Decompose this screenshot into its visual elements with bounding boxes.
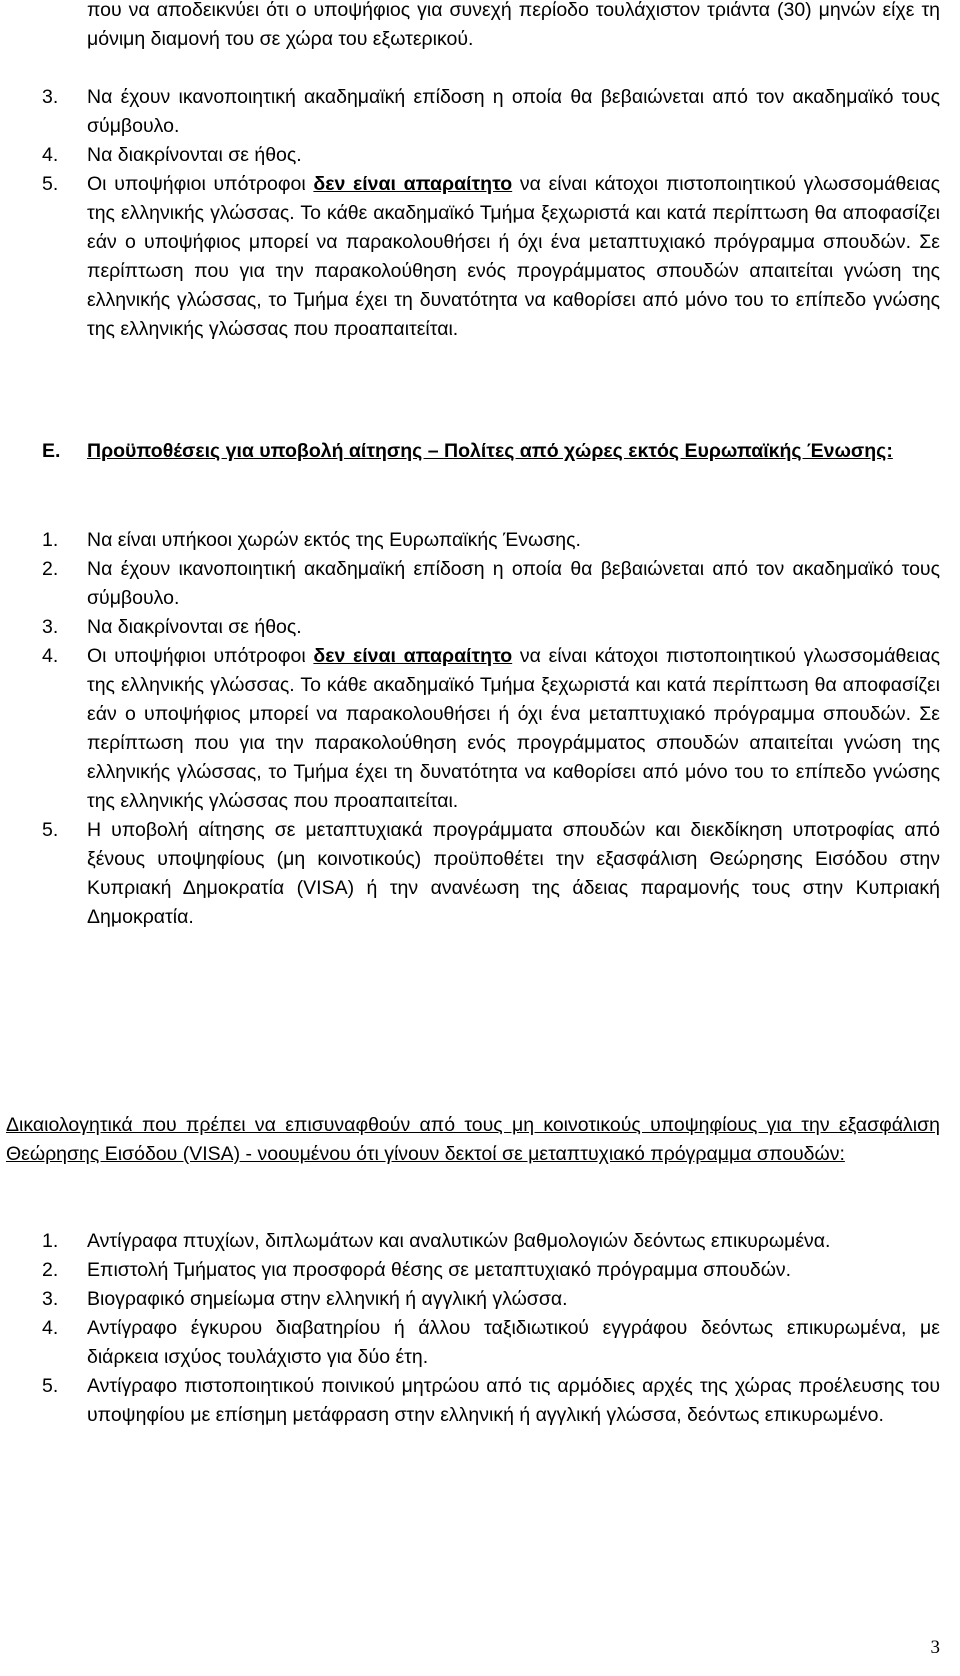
item-text-post: να είναι κάτοχοι πιστοποιητικού γλωσσομάθειας της ελληνικής γλώσσας. Το κάθε ακαδημαϊκό Τμήμα ξεχωριστά και κατά περίπτωση θα αποφασίζει εάν ο υποψήφιος μπορεί να παρακολουθήσει ή όχι ένα μεταπτυχιακό πρόγραμμα σπουδών. Σε περίπτωση που για την παρακολούθηση ενός προγράμματος σπουδών απαιτείται γνώση της ελληνικής γλώσσας, το Τμήμα έχει τη δυνατότητα να καθορίσει από μόνο του το επίπεδο γνώσης της ελληνικής γλώσσας που προαπαιτείται. [87, 173, 941, 340]
item-text-post: να είναι κάτοχοι πιστοποιητικού γλωσσομάθειας της ελληνικής γλώσσας. Το κάθε ακαδημαϊκό Τμήμα ξεχωριστά και κατά περίπτωση θα αποφασίζει εάν ο υποψήφιος μπορεί να παρακολουθήσει ή όχι ένα μεταπτυχιακό πρόγραμμα σπουδών. Σε περίπτωση που για την παρακολούθηση ενός προγράμματος σπουδών απαιτείται γνώση της ελληνικής γλώσσας, το Τμήμα έχει τη δυνατότητα να καθορίσει από μόνο του το επίπεδο γνώσης της ελληνικής γλώσσας που προαπαιτείται. [87, 645, 941, 812]
item-text: Επιστολή Τμήματος για προσφορά θέσης σε μεταπτυχιακό πρόγραμμα σπουδών. [87, 1259, 792, 1281]
section-label: Ε. [42, 440, 61, 462]
item-text: Να έχουν ικανοποιητική ακαδημαϊκή επίδοση η οποία θα βεβαιώνεται από τον ακαδημαϊκό τους σύμβουλο. [87, 86, 940, 137]
item-text-pre: Οι υποψήφιοι υπότροφοι [87, 645, 314, 667]
page-number: 3 [930, 1637, 940, 1658]
list-item [42, 1227, 940, 1256]
eu-conditions-list [42, 83, 940, 344]
item-number: 5. [42, 1375, 59, 1397]
item-number: 4. [42, 1317, 59, 1339]
item-text: Η υποβολή αίτησης σε μεταπτυχιακά προγράμματα σπουδών και διεκδίκηση υποτροφίας από ξένους υποψηφίους (μη κοινοτικούς) προϋποθέτει την εξασφάλιση Θεώρησης Εισόδου στην Κυπριακή Δημοκρατία (VISA) ή την ανανέωση της άδειας παραμονής τους στην Κυπριακή Δημοκρατία. [87, 819, 940, 928]
item-text: Να έχουν ικανοποιητική ακαδημαϊκή επίδοση η οποία θα βεβαιώνεται από τον ακαδημαϊκό τους σύμβουλο. [87, 558, 940, 609]
item-text: Αντίγραφα πτυχίων, διπλωμάτων και αναλυτικών βαθμολογιών δεόντως επικυρωμένα. [87, 1230, 831, 1252]
documents-heading: Δικαιολογητικά που πρέπει να επισυναφθούν από τους μη κοινοτικούς υποψηφίους για την εξασφάλιση Θεώρησης Εισόδου (VISA) - νοουμένου ότι γίνουν δεκτοί σε μεταπτυχιακό πρόγραμμα σπουδών: [6, 1114, 940, 1165]
list-item [42, 642, 940, 816]
non-eu-conditions-list [42, 526, 940, 932]
list-item [42, 1256, 940, 1285]
item-number: 3. [42, 86, 59, 108]
item-number: 4. [42, 144, 59, 166]
item-text: Να διακρίνονται σε ήθος. [87, 144, 302, 166]
list-item [42, 1372, 940, 1430]
item-number: 1. [42, 529, 59, 551]
item-number: 2. [42, 1259, 59, 1281]
emphasis-not-required: δεν είναι απαραίτητο [313, 645, 513, 667]
item-number: 5. [42, 819, 59, 841]
intro-continuation: που να αποδεικνύει ότι ο υποψήφιος για συνεχή περίοδο τουλάχιστον τριάντα (30) μηνών είχε τη μόνιμη διαμονή του σε χώρα του εξωτερικού. [87, 0, 940, 50]
list-item [42, 83, 940, 141]
section-title: Προϋποθέσεις για υποβολή αίτησης – Πολίτες από χώρες εκτός Ευρωπαϊκής Ένωσης: [87, 440, 893, 462]
item-number: 5. [42, 173, 59, 195]
item-number: 4. [42, 645, 59, 667]
list-item [42, 526, 940, 555]
item-text: Βιογραφικό σημείωμα στην ελληνική ή αγγλική γλώσσα. [87, 1288, 568, 1310]
list-item [42, 555, 940, 613]
item-text: Αντίγραφο πιστοποιητικού ποινικού μητρώου από τις αρμόδιες αρχές της χώρας προέλευσης του υποψηφίου με επίσημη μετάφραση στην ελληνική ή αγγλική γλώσσα, δεόντως επικυρωμένο. [87, 1375, 940, 1426]
item-number: 3. [42, 1288, 59, 1310]
item-text-pre: Οι υποψήφιοι υπότροφοι [87, 173, 314, 195]
item-text: Αντίγραφο έγκυρου διαβατηρίου ή άλλου ταξιδιωτικού εγγράφου δεόντως επικυρωμένα, με διάρκεια ισχύος τουλάχιστο για δύο έτη. [87, 1317, 940, 1368]
item-text: Να διακρίνονται σε ήθος. [87, 616, 302, 638]
list-item [42, 1314, 940, 1372]
item-number: 1. [42, 1230, 59, 1252]
emphasis-not-required: δεν είναι απαραίτητο [313, 173, 513, 195]
section-e-heading [42, 437, 940, 466]
item-number: 2. [42, 558, 59, 580]
list-item [42, 170, 940, 344]
item-text [87, 170, 940, 344]
item-number: 3. [42, 616, 59, 638]
list-item [42, 816, 940, 932]
list-item [42, 1285, 940, 1314]
item-text [87, 642, 940, 816]
list-item [42, 141, 940, 170]
documents-list [42, 1227, 940, 1430]
list-item [42, 613, 940, 642]
item-text: Να είναι υπήκοοι χωρών εκτός της Ευρωπαϊκής Ένωσης. [87, 529, 581, 551]
